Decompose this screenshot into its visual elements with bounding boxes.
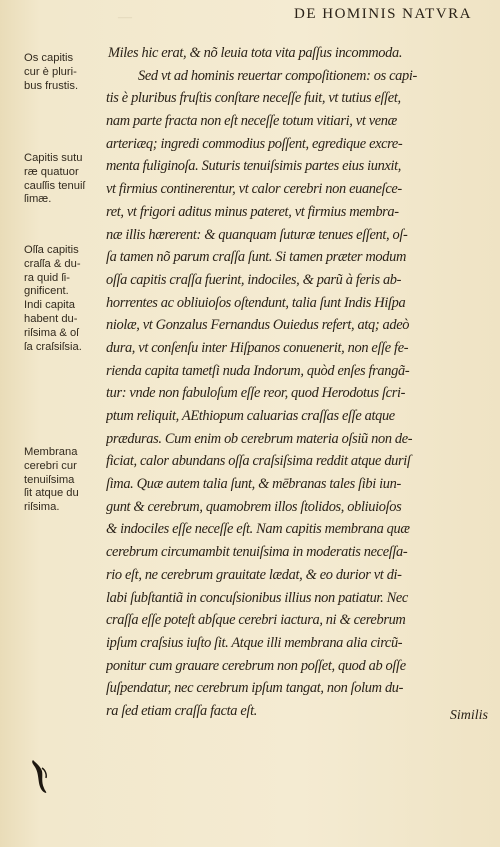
text-line: ra ſed etiam craſſa facta eſt. bbox=[106, 702, 257, 719]
text-line: Sed vt ad hominis reuertar compoſitionem: os capi- bbox=[138, 67, 417, 84]
margin-note-membrane bbox=[24, 446, 106, 515]
text-line: niolæ, vt Gonzalus Fernandus Ouiedus refert, atq; adeò bbox=[106, 317, 410, 334]
text-line: vt firmius continerentur, vt calor cerebri non euaneſce- bbox=[106, 181, 402, 198]
margin-note-line: habent du- bbox=[24, 312, 78, 325]
margin-note-line: Oſſa capitis bbox=[24, 244, 79, 256]
text-line: næ illis hærerent: & quanquam ſuturæ tenues eſſent, oſ- bbox=[106, 226, 408, 243]
text-line: Miles hic erat, & nõ leuia tota vita paſſus incommoda. bbox=[108, 45, 403, 61]
text-line: rio eſt, ne cerebrum grauitate lædat, & eo durior vt di- bbox=[106, 566, 402, 583]
running-header bbox=[0, 6, 500, 23]
text-line: & indociles eſſe neceſſe eſt. Nam capitis membrana quæ bbox=[106, 521, 410, 538]
margin-note-line: tenuiſsima bbox=[24, 473, 75, 486]
text-line: tur: vnde non fabuloſum eſſe reor, quod Herodotus ſcri- bbox=[106, 385, 406, 402]
ink-stain-mark bbox=[30, 758, 52, 794]
text-line: labi ſubſtantiã in concuſsionibus illius non patiatur. Nec bbox=[106, 589, 408, 606]
margin-note-line: gnificent. bbox=[24, 285, 69, 298]
main-text-block bbox=[106, 42, 488, 723]
margin-note-line: Indi capita bbox=[24, 299, 75, 312]
margin-note-thick-skulls bbox=[24, 244, 106, 354]
text-line: horrentes ac obliuioſos oſtendunt, talia ſunt Indis Hiſpa bbox=[106, 294, 406, 311]
margin-note-line: cauſſis tenuiſ bbox=[24, 179, 85, 192]
text-line: ret, vt frigori aditus minus pateret, vt firmius membra- bbox=[106, 203, 399, 220]
margin-note-line: riſsima. bbox=[24, 501, 60, 514]
text-line: arteriæq; ingredi commodius poſſent, egredique excre- bbox=[106, 135, 403, 152]
margin-note-line: ſit atque du bbox=[24, 487, 79, 500]
margin-note-bone-fragments bbox=[24, 52, 106, 93]
text-line: oſſa capitis craſſa fuerint, indociles, & parũ à feris ab- bbox=[106, 271, 402, 288]
text-line: craſſa eſſe poteſt abſque cerebri iactura, ni & cerebrum bbox=[106, 612, 406, 629]
text-line: ipſum craſsius iuſto ſit. Atque illi membrana alia circũ- bbox=[106, 634, 403, 651]
margin-note-line: Membrana bbox=[24, 446, 78, 458]
margin-note-sutures bbox=[24, 152, 106, 207]
margin-note-line: Os capitis bbox=[24, 52, 74, 64]
margin-note-line: ra quid ſi- bbox=[24, 271, 71, 284]
margin-note-line: Capitis sutu bbox=[24, 152, 83, 164]
text-line: menta fuliginoſa. Suturis tenuiſsimis partes eius iunxit, bbox=[106, 158, 402, 175]
margin-note-line: ræ quatuor bbox=[24, 165, 79, 178]
text-line: cerebrum circumambit tenuiſsima in moderatis neceſſa- bbox=[106, 544, 408, 561]
margin-note-line: bus frustis. bbox=[24, 79, 79, 92]
margin-note-line: ſimæ. bbox=[24, 193, 52, 206]
text-line: ponitur cum grauare cerebrum non poſſet, quod ab oſſe bbox=[106, 657, 406, 674]
running-title: DE HOMINIS NATVRA bbox=[294, 6, 472, 22]
text-line: ſa tamen nõ parum craſſa ſunt. Si tamen præter modum bbox=[106, 249, 406, 266]
faint-page-number: — bbox=[118, 10, 132, 25]
margin-note-line: ſa craſsiſsia. bbox=[24, 340, 82, 353]
text-line: rienda capita tametſi nuda Indorum, quòd enſes frangã- bbox=[106, 362, 410, 379]
text-line: dura, vt conſenſu inter Hiſpanos conuenerit, non eſſe fe- bbox=[106, 339, 409, 356]
catchword: Similis bbox=[449, 708, 488, 723]
text-line: ficiat, calor abundans oſſa craſsiſsima reddit atque duriſ bbox=[106, 453, 411, 470]
margin-note-line: craſſa & du- bbox=[24, 257, 81, 270]
text-line: ſima. Quæ autem talia ſunt, & mēbranas tales ſibi iun- bbox=[106, 476, 401, 493]
text-line: gunt & cerebrum, quamobrem illos ſtolidos, obliuioſos bbox=[106, 498, 402, 515]
margin-note-line: cur è pluri- bbox=[24, 65, 77, 78]
margin-note-line: cerebri cur bbox=[24, 459, 77, 472]
text-line: præduras. Cum enim ob cerebrum materia oſsiũ non de- bbox=[106, 430, 413, 447]
text-line: nam parte fracta non eſt neceſſe totum vitiari, vt venæ bbox=[106, 113, 397, 130]
text-line: tis è pluribus fruſtis conſtare neceſſe fuit, vt tutius eſſet, bbox=[106, 90, 401, 107]
text-line: ptum reliquit, AEthiopum caluarias craſſas eſſe atque bbox=[106, 408, 395, 424]
text-line: ſuſpendatur, nec cerebrum ipſum tangat, non ſolum du- bbox=[106, 680, 404, 697]
margin-note-line: riſsima & oſ bbox=[24, 326, 79, 339]
